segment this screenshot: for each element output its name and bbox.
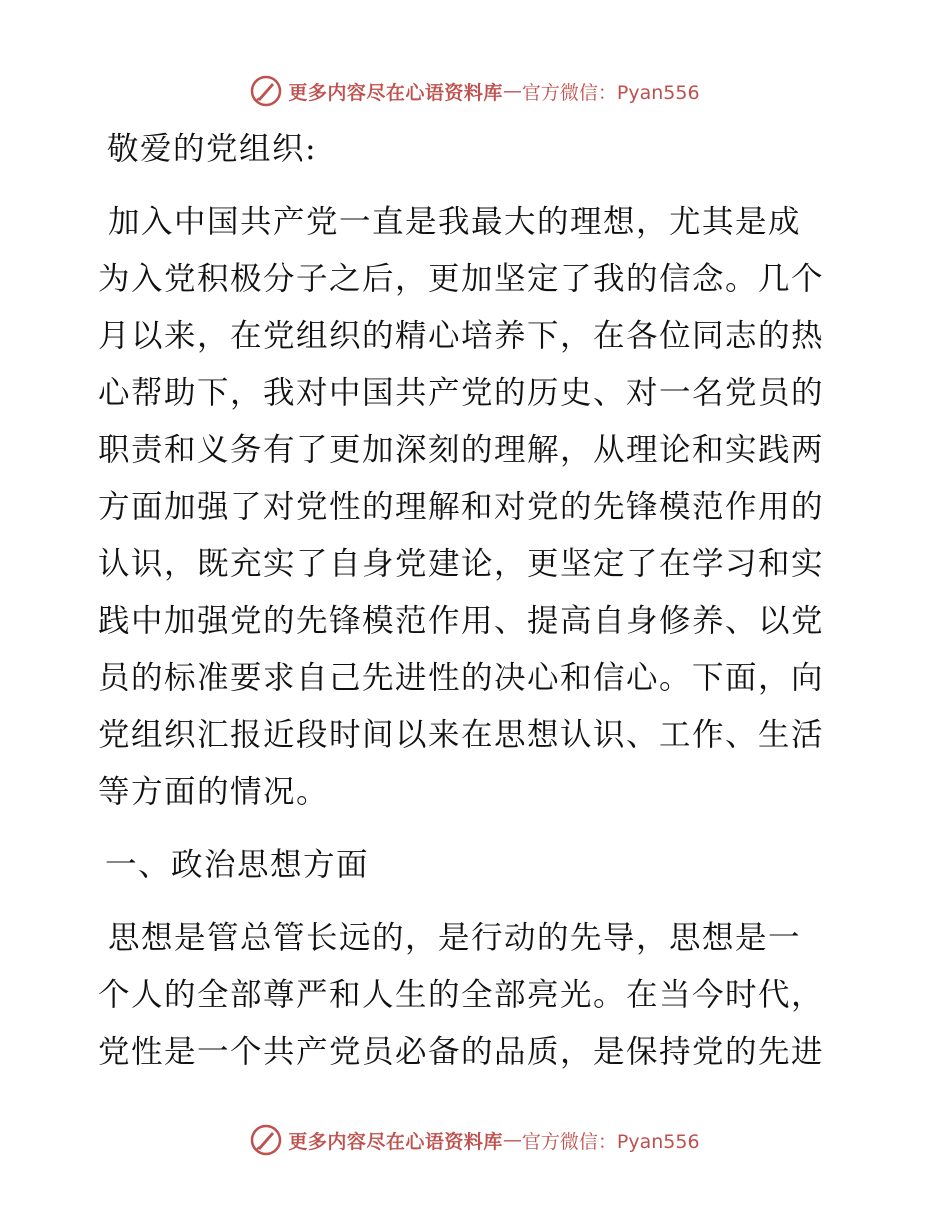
paragraph-line: 党性是一个共产党员必备的品质，是保持党的先进 [98,1034,825,1070]
paragraph-2 [98,910,850,1081]
watermark-wechat: 官方微信：Pyan556 [521,1130,700,1153]
quill-logo-icon [250,75,282,107]
paragraph-line: 月以来，在党组织的精心培养下，在各位同志的热 [98,318,825,354]
paragraph-1 [98,194,850,821]
paragraph-line: 认识，既充实了自身党建论，更坚定了在学习和实 [98,546,825,582]
paragraph-line: 方面加强了对党性的理解和对党的先锋模范作用的 [98,489,825,525]
paragraph-line: 思想是管总管长远的，是行动的先导，思想是一 [108,920,802,956]
watermark-text: 更多内容尽在心语资料库 [288,81,503,104]
paragraph-line: 为入党积极分子之后，更加坚定了我的信念。几个 [98,261,825,297]
watermark-wechat: 官方微信：Pyan556 [521,81,700,104]
paragraph-line: 员的标准要求自己先进性的决心和信心。下面，向 [98,660,825,696]
document-body [98,118,850,1081]
watermark-separator: — [502,1129,522,1151]
paragraph-line: 践中加强党的先锋模范作用、提高自身修养、以党 [98,603,825,639]
watermark-separator: — [502,80,522,102]
paragraph-line: 个人的全部尊严和人生的全部亮光。在当今时代， [98,977,825,1013]
paragraph-line: 加入中国共产党一直是我最大的理想，尤其是成 [108,204,802,240]
greeting: 敬爱的党组织: [107,131,318,167]
quill-logo-icon [250,1124,282,1156]
watermark-text: 更多内容尽在心语资料库 [288,1130,503,1153]
section-heading: 一、政治思想方面 [105,847,370,883]
footer-watermark [0,1120,950,1160]
paragraph-line: 等方面的情况。 [98,774,330,810]
paragraph-line: 职责和义务有了更加深刻的理解，从理论和实践两 [98,432,825,468]
paragraph-line: 心帮助下，我对中国共产党的历史、对一名党员的 [98,375,825,411]
header-watermark [0,71,950,111]
paragraph-line: 党组织汇报近段时间以来在思想认识、工作、生活 [98,717,825,753]
